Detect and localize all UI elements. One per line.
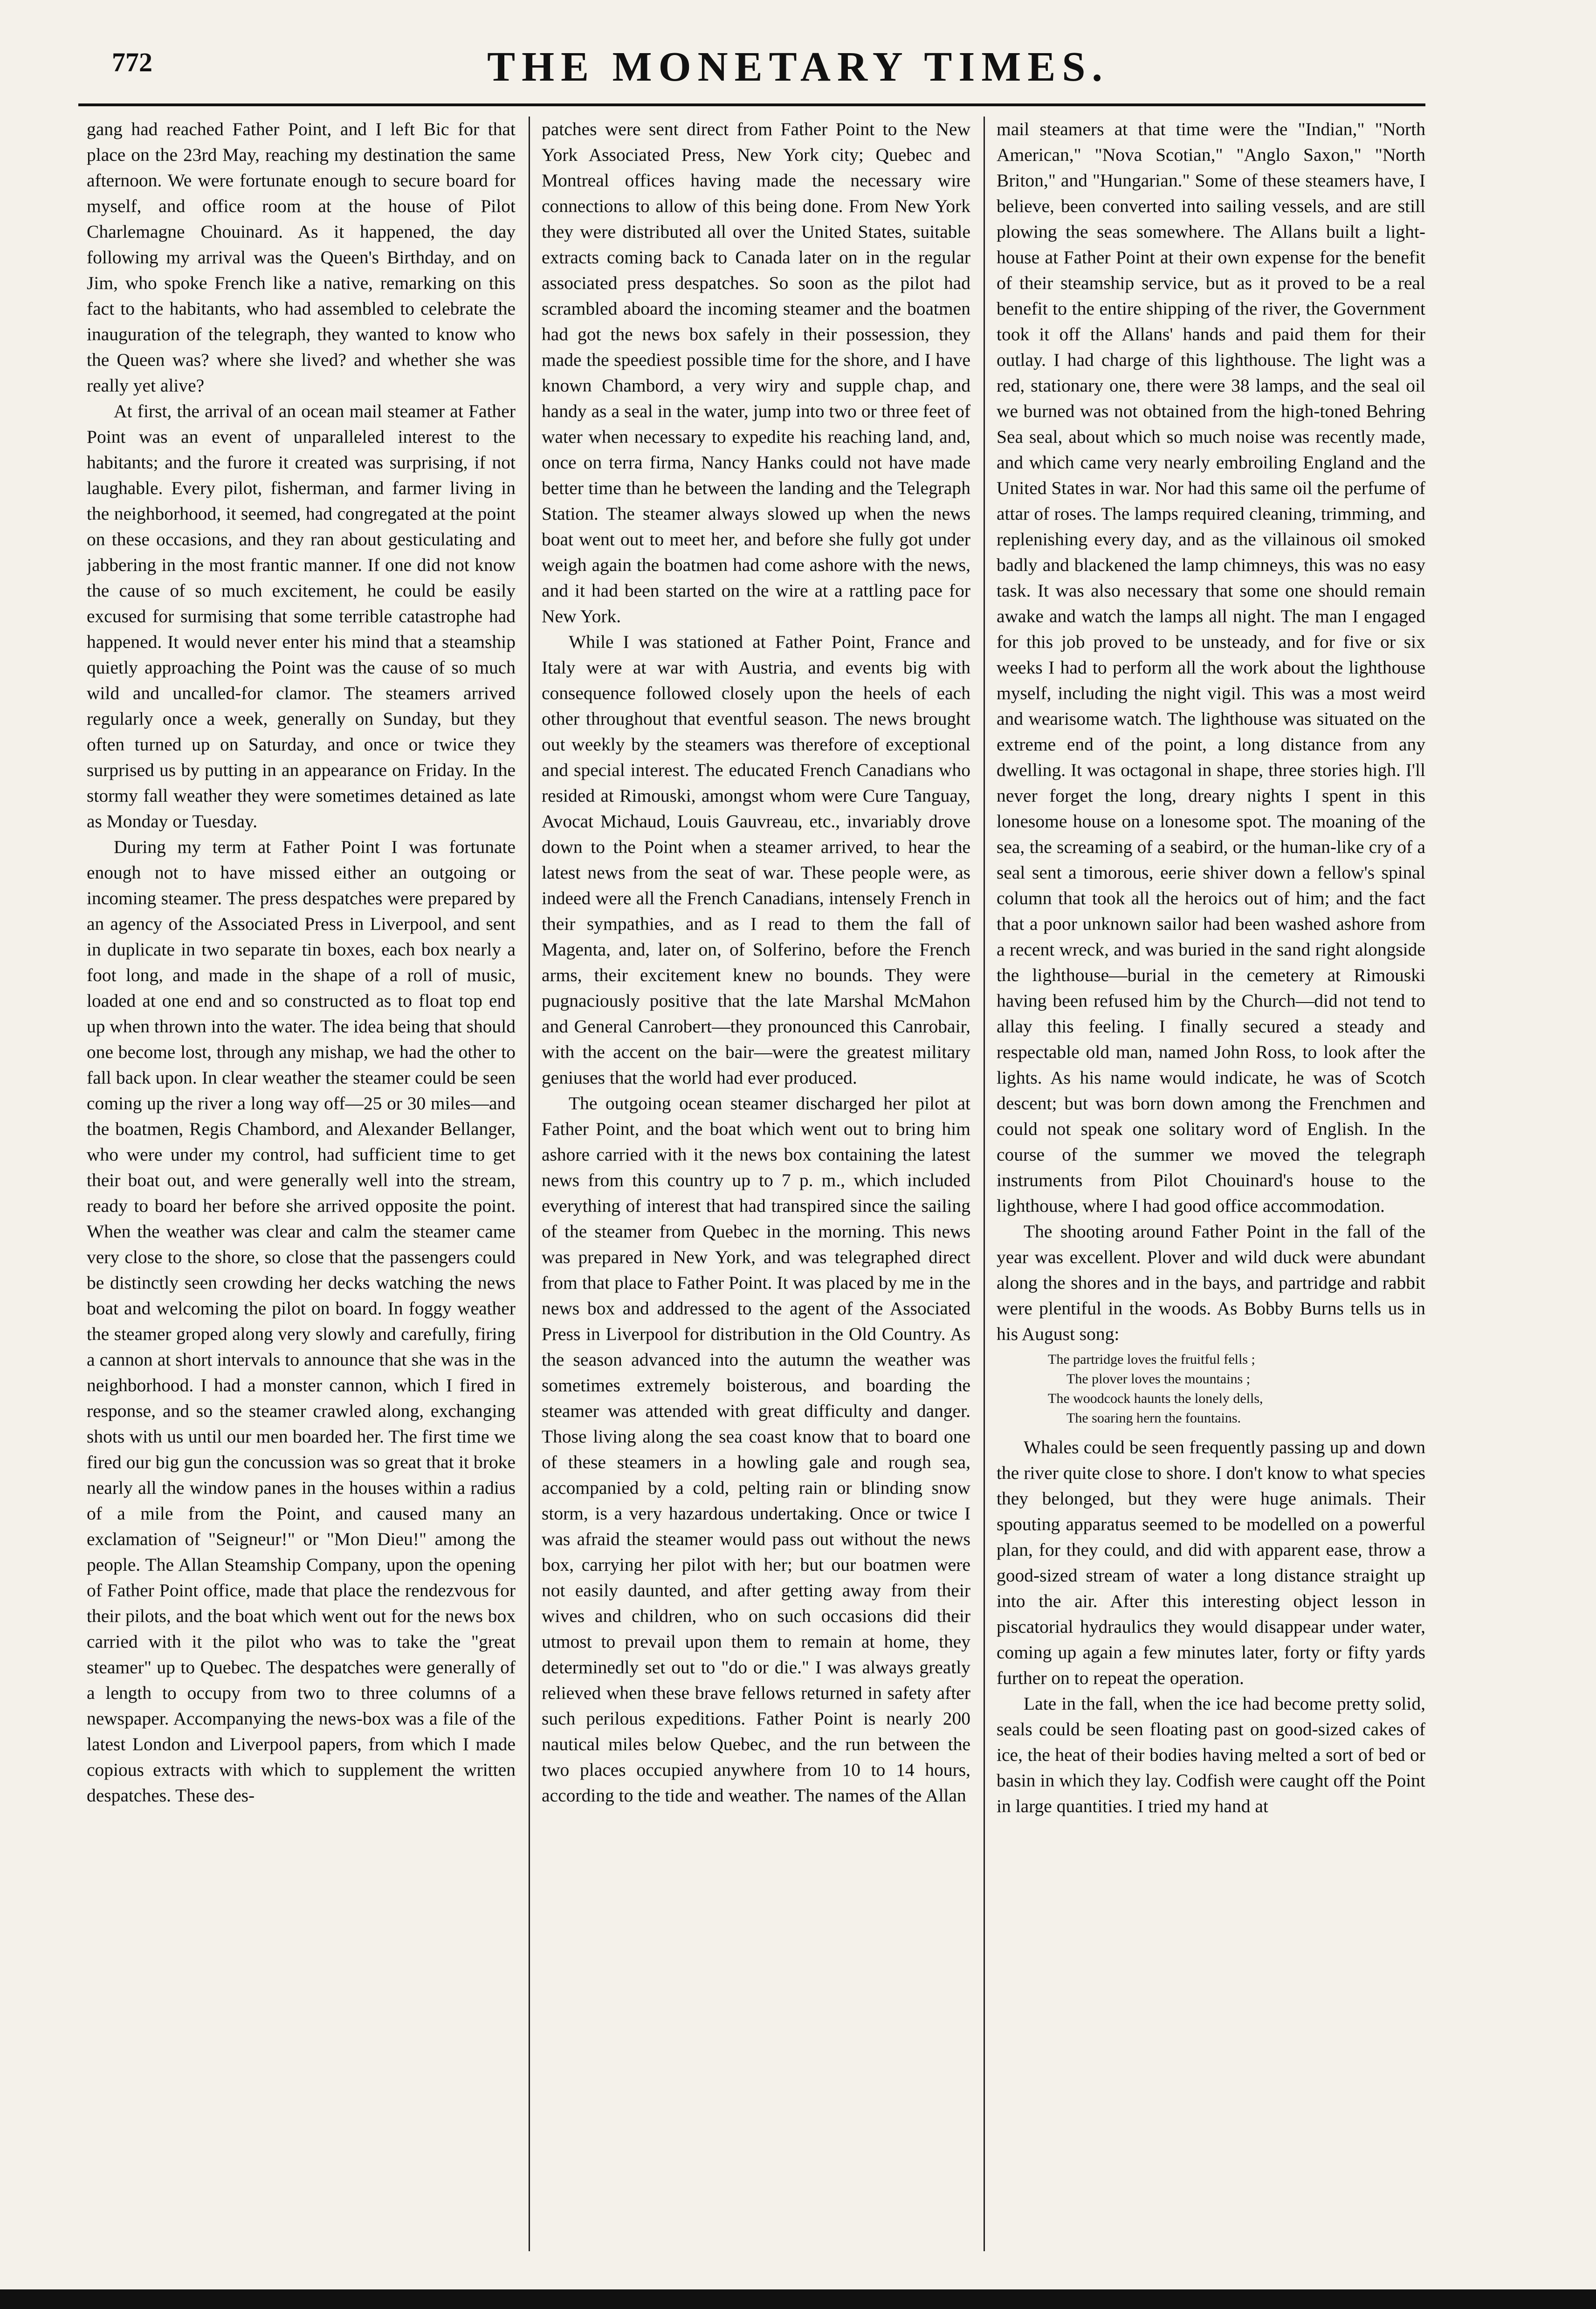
verse-line: The plover loves the mountains ; [1066,1371,1251,1387]
paragraph: The shooting around Father Point in the fall of the year was excellent. Plover and wild duck were abundant along the shores and in the bays, and partridge and rabbit were plentiful in the woods. As Bobby Burns tells us in his August song: [997,1221,1425,1344]
paragraph: gang had reached Father Point, and I left Bic for that place on the 23rd May, reaching my destination the same afternoon. We were fortunate enough to secure board for myself, and office room at the house of Pilot Charlemagne Chouinard. As it happened, the day following my arrival was the Queen's Birthday, and on Jim, who spoke French like a native, remarking on this fact to the habitants, who had assembled to celebrate the inauguration of the telegraph, they wanted to know who the Queen was? where she lived? and whether she was really yet alive? [87,119,516,396]
paragraph: At first, the arrival of an ocean mail steamer at Father Point was an event of unparalleled interest to the habitants; and the furore it created was surprising, if not laughable. Every pilot, fisherman, and farmer living in the neighborhood, it seemed, had congregated at the point on these occasions, and they ran about gesticulating and jabbering in the most frantic manner. If one did not know the cause of so much excitement, he could be easily excused for surmising that some terrible catastrophe had happened. It would never enter his mind that a steamship quietly approaching the Point was the cause of so much wild and uncalled-for clamor. The steamers arrived regularly once a week, generally on Sunday, but they often turned up on Saturday, and once or twice they surprised us by putting in an appearance on Friday. In the stormy fall weather they were sometimes detained as late as Monday or Tuesday. [87,401,516,832]
verse-line: The partridge loves the fruitful fells ; [1048,1352,1255,1367]
paragraph: While I was stationed at Father Point, France and Italy were at war with Austria, and events big with consequence followed closely upon the heels of each other throughout that eventful season. The news brought out weekly by the steamers was therefore of exceptional and special interest. The educated French Canadians who resided at Rimouski, amongst whom were Cure Tanguay, Avocat Michaud, Louis Gauvreau, etc., invariably drove down to the Point when a steamer arrived, to hear the latest news from the seat of war. These people were, as indeed were all the French Canadians, intensely French in their sympathies, and as I read to them the fall of Magenta, and, later on, of Solferino, before the French arms, their excitement knew no bounds. They were pugnaciously positive that the late Marshal McMahon and General Canrobert—they pronounced this Canrobair, with the accent on the bair—were the greatest military geniuses that the world had ever produced. [542,632,970,1088]
page-number: 772 [112,47,152,77]
scan-edge-bar [0,2289,1596,2309]
article-column-3 [997,117,1425,2251]
column-rule [984,117,985,2251]
header-rule [78,103,1425,106]
column-rule [529,117,530,2251]
paragraph: patches were sent direct from Father Point to the New York Associated Press, New York city; Quebec and Montreal offices having made the necessary wire connections to allow of this being done. From New York they were distributed all over the United States, suitable extracts coming back to Canada later on in the regular associated press despatches. So soon as the pilot had scrambled aboard the incoming steamer and the boatmen had got the news box safely in their possession, they made the speediest possible time for the shore, and I have known Chambord, a very wiry and supple chap, and handy as a seal in the water, jump into two or three feet of water when necessary to expedite his reaching land, and, once on terra firma, Nancy Hanks could not have made better time than he between the landing and the Telegraph Station. The steamer always slowed up when the news boat went out to meet her, and before she fully got under weigh again the boatmen had come ashore with the news, and it had been started on the wire at a rattling pace for New York. [542,119,970,626]
paragraph: Whales could be seen frequently passing up and down the river quite close to shore. I don't know to what species they belonged, but they were huge animals. Their spouting apparatus seemed to be modelled on a powerful plan, for they could, and did with apparent ease, throw a good-sized stream of water a long distance straight up into the air. After this interesting object lesson in piscatorial hydraulics they would disappear under water, coming up again a few minutes later, forty or fifty yards further on to repeat the operation. [997,1437,1425,1688]
article-column-2 [542,117,970,2251]
verse-line: The woodcock haunts the lonely dells, [1048,1391,1263,1406]
verse-line: The soaring hern the fountains. [1066,1410,1241,1426]
verse-quote [997,1350,1425,1428]
article-column-1 [87,117,516,2251]
paragraph: During my term at Father Point I was fortunate enough not to have missed either an outgoing or incoming steamer. The press despatches were prepared by an agency of the Associated Press in Liverpool, and sent in duplicate in two separate tin boxes, each box nearly a foot long, and made in the shape of a roll of music, loaded at one end and so constructed as to float top end up when thrown into the water. The idea being that should one become lost, through any mishap, we had the other to fall back upon. In clear weather the steamer could be seen coming up the river a long way off—25 or 30 miles—and the boatmen, Regis Chambord, and Alexander Bellanger, who were under my control, had sufficient time to get their boat out, and were generally well into the stream, ready to board her before she arrived opposite the point. When the weather was clear and calm the steamer came very close to the shore, so close that the passengers could be distinctly seen crowding her decks watching the news boat and welcoming the pilot on board. In foggy weather the steamer groped along very slowly and carefully, firing a cannon at short intervals to announce that she was in the neighborhood. I had a monster cannon, which I fired in response, and so the steamer crawled along, exchanging shots with us until our men boarded her. The first time we fired our big gun the concussion was so great that it broke nearly all the window panes in the houses within a radius of a mile from the Point, and caused many an exclamation of "Seigneur!" or "Mon Dieu!" among the people. The Allan Steamship Company, upon the opening of Father Point office, made that place the rendezvous for their pilots, and the boat which went out for the news box carried with it the pilot who was to take the "great steamer" up to Quebec. The despatches were generally of a length to occupy from two to three columns of a newspaper. Accompanying the news-box was a file of the latest London and Liverpool papers, from which I made copious extracts with which to supplement the written despatches. These des- [87,837,516,1806]
paragraph: The outgoing ocean steamer discharged her pilot at Father Point, and the boat which went out to bring him ashore carried with it the news box containing the latest news from this country up to 7 p. m., which included everything of interest that had transpired since the sailing of the steamer from Quebec in the morning. This news was prepared in New York, and was telegraphed direct from that place to Father Point. It was placed by me in the news box and addressed to the agent of the Associated Press in Liverpool for distribution in the Old Country. As the season advanced into the autumn the weather was sometimes extremely boisterous, and boarding the steamer was attended with great difficulty and danger. Those living along the sea coast know that to board one of these steamers in a howling gale and rough sea, accompanied by a cold, pelting rain or blinding snow storm, is a very hazardous undertaking. Once or twice I was afraid the steamer would pass out without the news box, carrying her pilot with her; but our boatmen were not easily daunted, and after getting away from their wives and children, who on such occasions did their utmost to prevail upon them to remain at home, they determinedly set out to "do or die." I was always greatly relieved when these brave fellows returned in safety after such perilous expeditions. Father Point is nearly 200 nautical miles below Quebec, and the run between the two places occupied anywhere from 10 to 14 hours, according to the tide and weather. The names of the Allan [542,1093,970,1806]
paragraph: Late in the fall, when the ice had become pretty solid, seals could be seen floating past on good-sized cakes of ice, the heat of their bodies having melted a sort of bed or basin in which they lay. Codfish were caught off the Point in large quantities. I tried my hand at [997,1693,1425,1816]
paragraph: mail steamers at that time were the "Indian," "North American," "Nova Scotian," "Anglo Saxon," "North Briton," and "Hungarian." Some of these steamers have, I believe, been converted into sailing vessels, and are still plowing the seas somewhere. The Allans built a light-house at Father Point at their own expense for the benefit of their steamship service, but as it proved to be a real benefit to the entire shipping of the river, the Government took it off the Allans' hands and paid them for their outlay. I had charge of this lighthouse. The light was a red, stationary one, there were 38 lamps, and the seal oil we burned was not obtained from the high-toned Behring Sea seal, about which so much noise was recently made, and which came very nearly embroiling England and the United States in war. Nor had this same oil the perfume of attar of roses. The lamps required cleaning, trimming, and replenishing every day, and as the villainous oil smoked badly and blackened the lamp chimneys, this was no easy task. It was also necessary that some one should remain awake and watch the lamps all night. The man I engaged for this job proved to be unsteady, and for five or six weeks I had to perform all the work about the lighthouse myself, including the night vigil. This was a most weird and wearisome watch. The lighthouse was situated on the extreme end of the point, a long distance from any dwelling. It was octagonal in shape, three stories high. I'll never forget the long, dreary nights I spent in this lonesome house on a lonesome spot. The moaning of the sea, the screaming of a seabird, or the human-like cry of a seal sent a timorous, eerie shiver down a fellow's spinal column that took all the heroics out of him; and the fact that a poor unknown sailor had been washed ashore from a recent wreck, and was buried in the sand right alongside the lighthouse—burial in the cemetery at Rimouski having been refused him by the Church—did not tend to allay this feeling. I finally secured a steady and respectable old man, named John Ross, to look after the lights. As his name would indicate, he was of Scotch descent; but was born down among the Frenchmen and could not speak one solitary word of English. In the course of the summer we moved the telegraph instruments from Pilot Chouinard's house to the lighthouse, where I had good office accommodation. [997,119,1425,1216]
masthead-title: THE MONETARY TIMES. [487,44,1109,90]
